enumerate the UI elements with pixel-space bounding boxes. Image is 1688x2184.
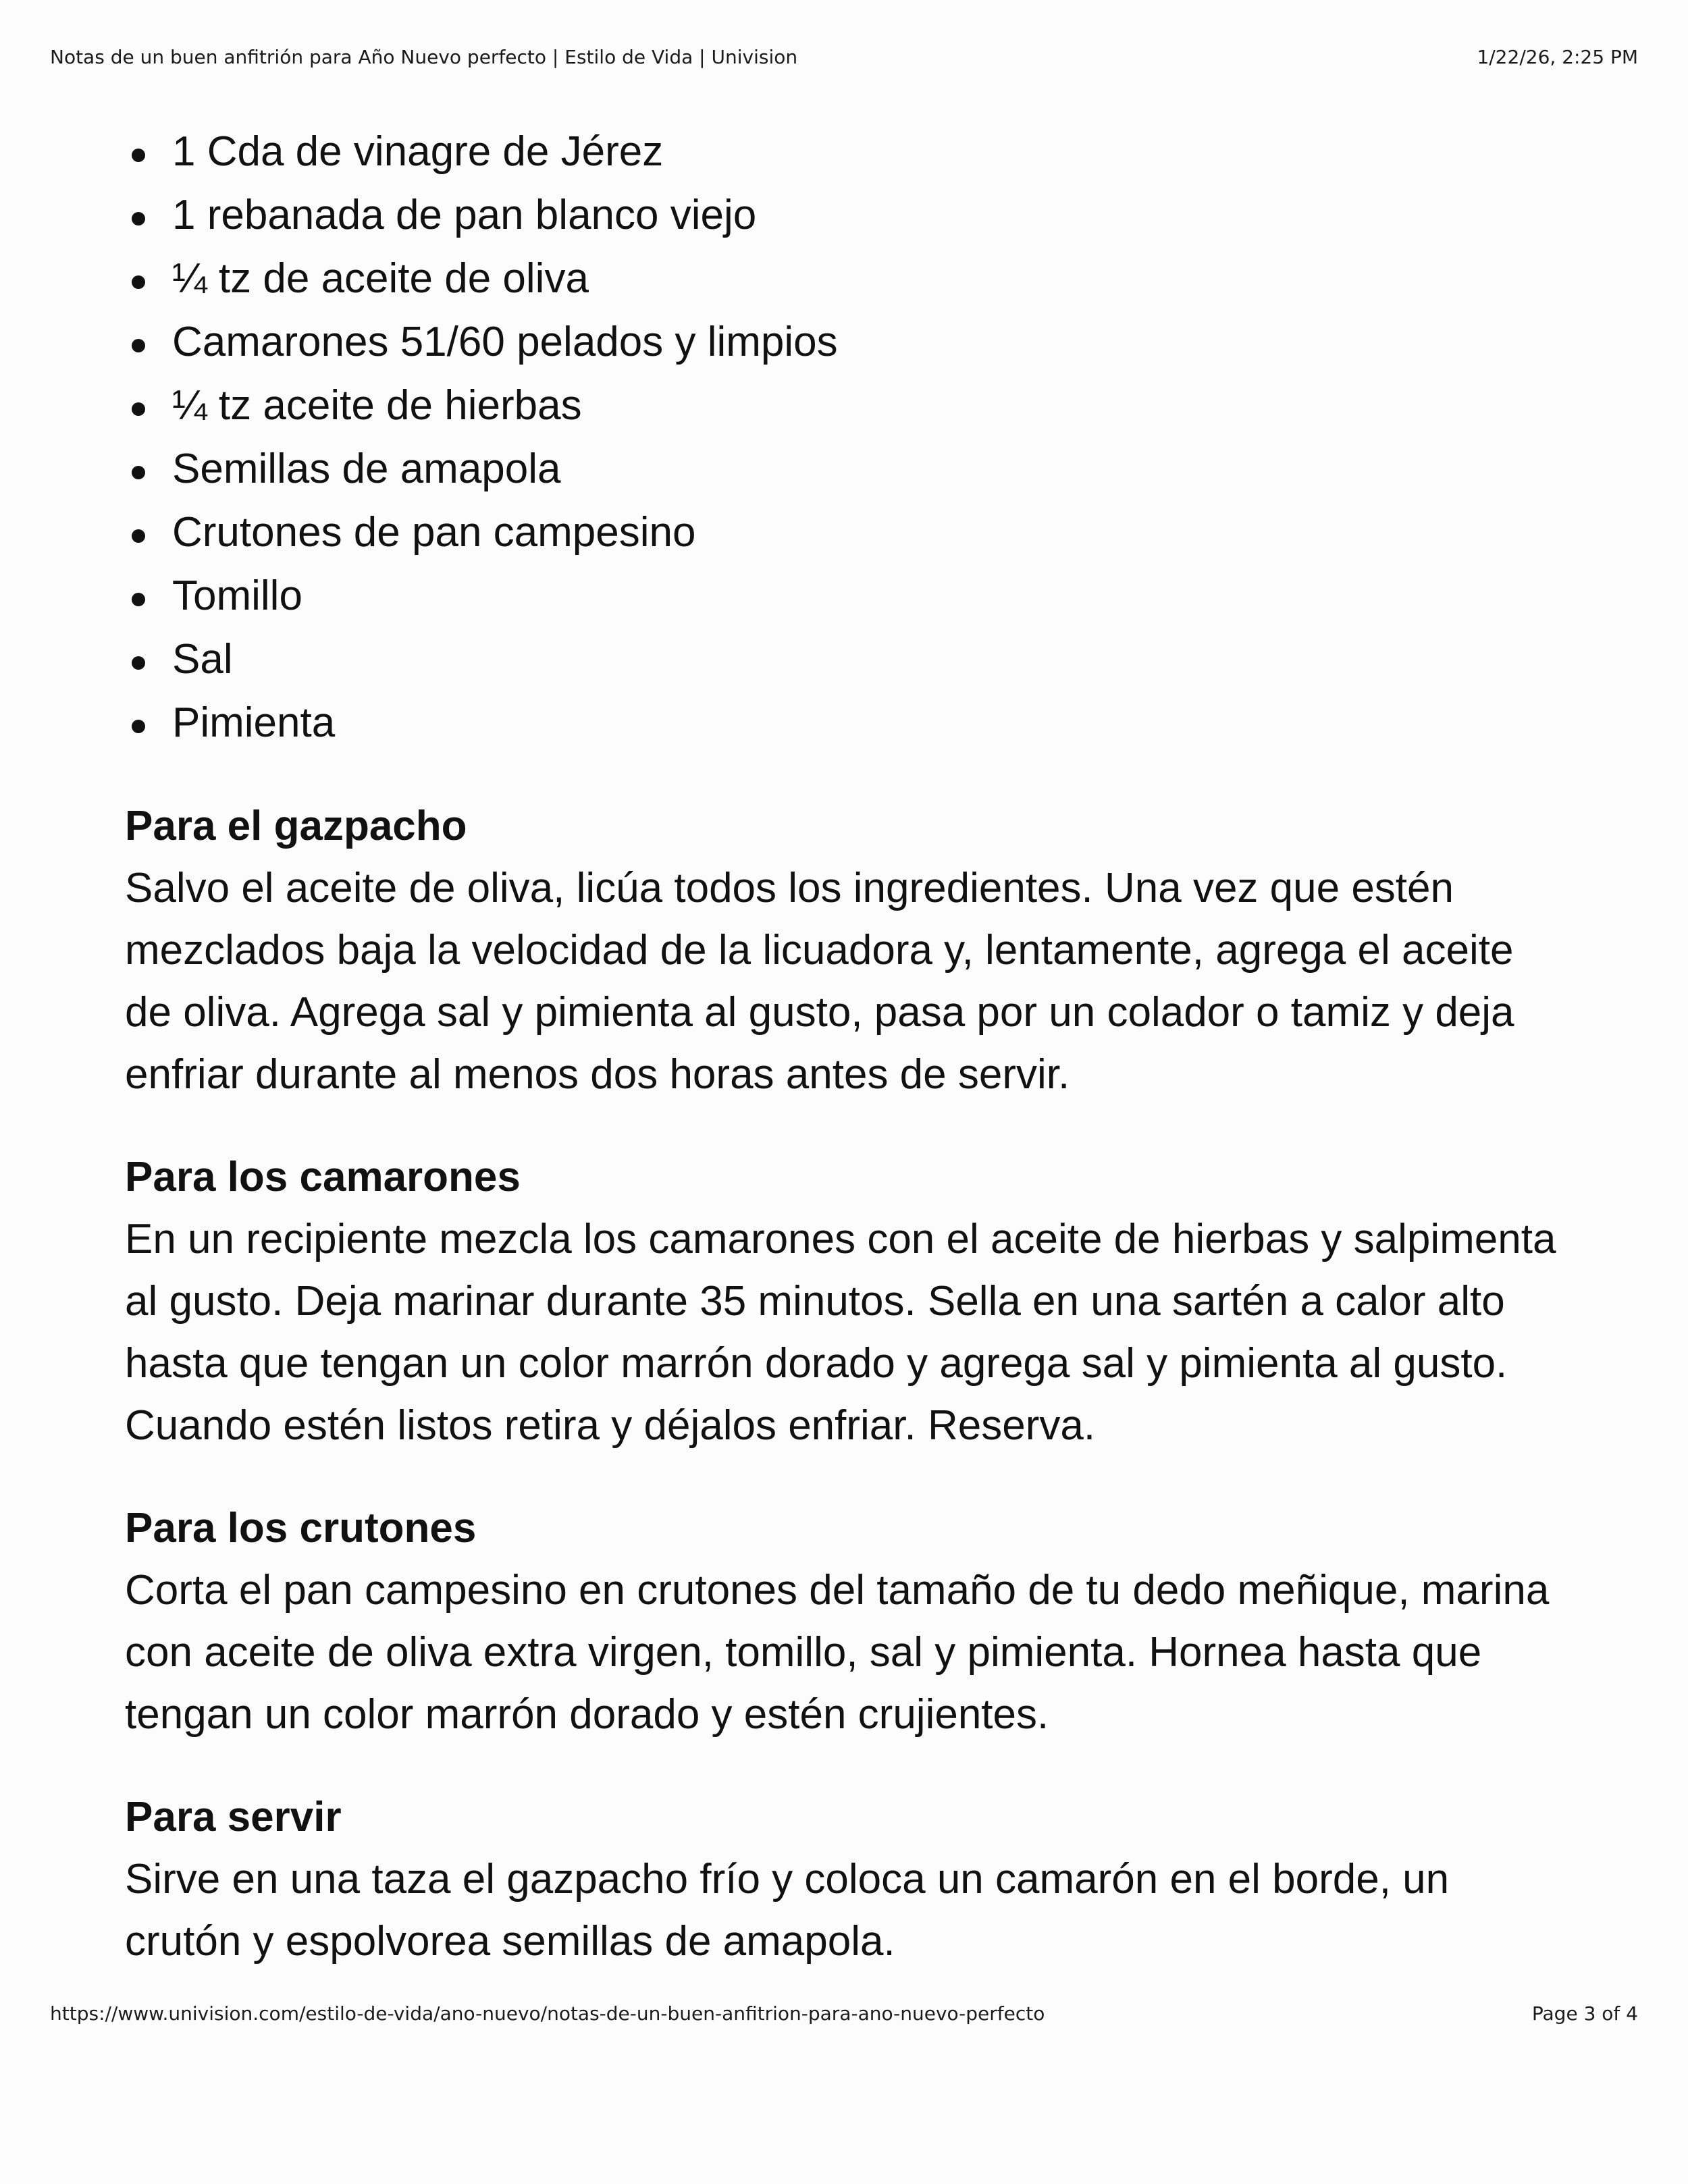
paragraph-line: enfriar durante al menos dos horas antes de servir. — [125, 1051, 1070, 1098]
article-content — [125, 120, 1577, 1965]
paragraph-line: Corta el pan campesino en crutones del tamaño de tu dedo meñique, marina — [125, 1567, 1550, 1614]
page-number: Page 3 of 4 — [1531, 2002, 1638, 2025]
paragraph-line: crutón y espolvorea semillas de amapola. — [125, 1918, 895, 1965]
ingredient-item: Crutones de pan campesino — [172, 501, 1577, 564]
ingredient-item: Sal — [172, 628, 1577, 691]
section-servir — [125, 1786, 1577, 1973]
paragraph-line: tengan un color marrón dorado y estén crujientes. — [125, 1691, 1049, 1738]
print-header — [50, 46, 1638, 68]
ingredient-list — [125, 120, 1577, 755]
ingredient-item: Tomillo — [172, 564, 1577, 628]
section-gazpacho — [125, 795, 1577, 1106]
print-datetime: 1/22/26, 2:25 PM — [1477, 46, 1638, 68]
ingredient-item: Pimienta — [172, 691, 1577, 755]
section-heading: Para los camarones — [125, 1154, 521, 1200]
paragraph-line: En un recipiente mezcla los camarones con el aceite de hierbas y salpimenta — [125, 1216, 1556, 1262]
section-camarones — [125, 1146, 1577, 1457]
paragraph-line: hasta que tengan un color marrón dorado y agrega sal y pimienta al gusto. — [125, 1340, 1508, 1387]
section-heading: Para servir — [125, 1794, 342, 1840]
section-paragraph — [125, 857, 1577, 1106]
paragraph-line: al gusto. Deja marinar durante 35 minutos. Sella en una sartén a calor alto — [125, 1278, 1505, 1325]
paragraph-line: de oliva. Agrega sal y pimienta al gusto, pasa por un colador o tamiz y deja — [125, 989, 1514, 1036]
paragraph-line: con aceite de oliva extra virgen, tomillo, sal y pimienta. Hornea hasta que — [125, 1629, 1482, 1676]
print-footer — [50, 2002, 1638, 2025]
section-heading: Para el gazpacho — [125, 803, 467, 849]
ingredient-item: 1 Cda de vinagre de Jérez — [172, 120, 1577, 184]
section-paragraph — [125, 1560, 1577, 1746]
ingredient-item: Semillas de amapola — [172, 437, 1577, 501]
paragraph-line: Sirve en una taza el gazpacho frío y coloca un camarón en el borde, un — [125, 1856, 1450, 1902]
section-heading: Para los crutones — [125, 1505, 477, 1551]
ingredient-item: ¼ tz de aceite de oliva — [172, 247, 1577, 311]
ingredient-item: ¼ tz aceite de hierbas — [172, 374, 1577, 437]
paragraph-line: Cuando estén listos retira y déjalos enfriar. Reserva. — [125, 1402, 1096, 1449]
section-paragraph — [125, 1208, 1577, 1457]
section-crutones — [125, 1497, 1577, 1746]
paragraph-line: Salvo el aceite de oliva, licúa todos los ingredientes. Una vez que estén — [125, 865, 1454, 911]
section-paragraph — [125, 1848, 1577, 1973]
ingredient-item: 1 rebanada de pan blanco viejo — [172, 184, 1577, 247]
page-url: https://www.univision.com/estilo-de-vida/ano-nuevo/notas-de-un-buen-anfitrion-para-ano-nuevo-perfecto — [50, 2002, 1045, 2025]
ingredient-item: Camarones 51/60 pelados y limpios — [172, 311, 1577, 374]
page-title: Notas de un buen anfitrión para Año Nuevo perfecto | Estilo de Vida | Univision — [50, 46, 798, 68]
paragraph-line: mezclados baja la velocidad de la licuadora y, lentamente, agrega el aceite — [125, 927, 1514, 974]
